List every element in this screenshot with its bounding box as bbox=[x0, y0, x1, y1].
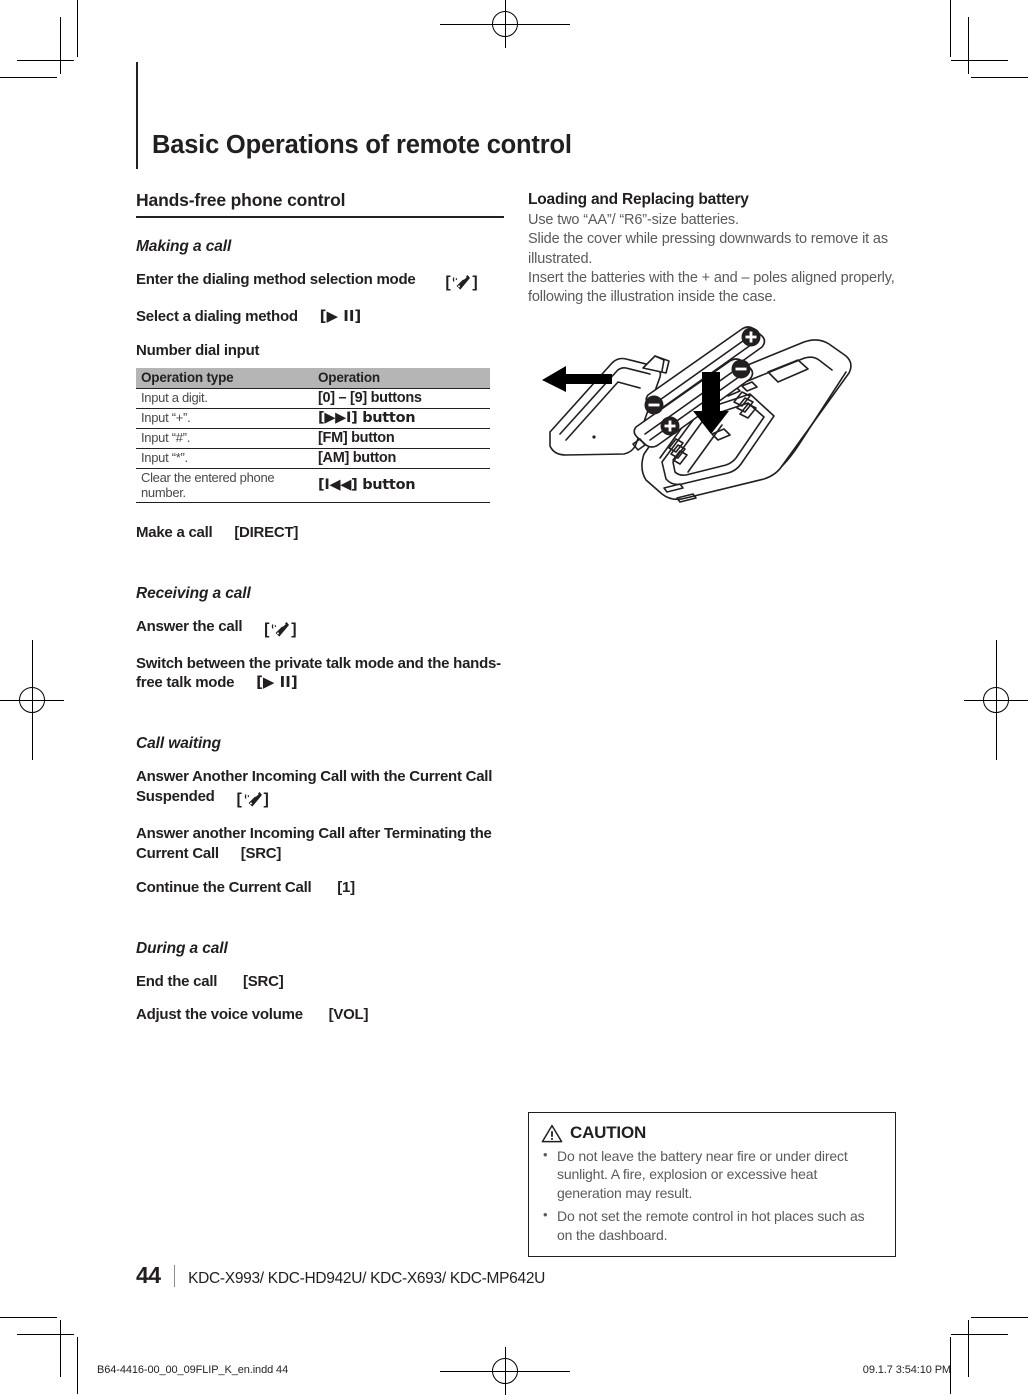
step-text: End the call bbox=[136, 972, 218, 990]
cell-operation-type: Clear the entered phone number. bbox=[136, 468, 313, 502]
step-text: Switch between the private talk mode and the hands-free talk mode bbox=[136, 654, 501, 692]
number-dial-input-table bbox=[136, 368, 490, 503]
step-answer-the-call bbox=[136, 617, 504, 640]
step-text: Enter the dialing method selection mode bbox=[136, 271, 416, 288]
page-footer bbox=[136, 1262, 545, 1289]
step-switch-talk-mode bbox=[136, 654, 504, 694]
step-text: Continue the Current Call bbox=[136, 878, 312, 896]
step-text: Answer another Incoming Call after Terminating the Current Call bbox=[136, 825, 492, 862]
key-vol: [VOL] bbox=[328, 1006, 369, 1024]
cell-operation-type: Input “+”. bbox=[136, 408, 313, 428]
key-src: [SRC] bbox=[240, 844, 282, 862]
cell-operation: [▶▶I] button bbox=[313, 408, 490, 428]
page-number: 44 bbox=[136, 1262, 161, 1288]
subheading-call-waiting: Call waiting bbox=[136, 735, 221, 753]
table-header-row bbox=[136, 368, 490, 389]
step-adjust-voice-volume bbox=[136, 1005, 504, 1025]
step-text: Make a call bbox=[136, 523, 213, 541]
cell-operation: [I◀◀] button bbox=[313, 468, 490, 502]
cell-operation-type: Input “#”. bbox=[136, 428, 313, 448]
remote-control-battery-diagram bbox=[536, 306, 896, 516]
caution-label: CAUTION bbox=[570, 1123, 647, 1142]
cell-operation-type: Input a digit. bbox=[136, 388, 313, 408]
title-rule bbox=[136, 62, 138, 169]
caution-item: • Do not leave the battery near fire or under direct sunlight. A fire, explosion or excessive heat generation may result. bbox=[541, 1147, 883, 1202]
production-filename: B64-4416-00_00_09FLIP_K_en.indd 44 bbox=[97, 1364, 289, 1376]
cell-operation-type: Input “*”. bbox=[136, 448, 313, 468]
phone-icon: [ ] bbox=[264, 620, 297, 638]
column-header-operation: Operation bbox=[313, 368, 490, 389]
table-row bbox=[136, 428, 490, 448]
step-end-the-call bbox=[136, 972, 504, 992]
table-row bbox=[136, 448, 490, 468]
battery-terminal-plus-1 bbox=[742, 328, 761, 347]
production-timestamp: 09.1.7 3:54:10 PM bbox=[862, 1364, 951, 1376]
battery-terminal-minus-2 bbox=[732, 360, 751, 379]
step-text: Adjust the voice volume bbox=[136, 1006, 303, 1024]
table-caption-number-dial-input: Number dial input bbox=[136, 341, 260, 359]
step-answer-with-current-suspended bbox=[136, 767, 504, 810]
cell-operation: [AM] button bbox=[313, 448, 490, 468]
step-text: Answer the call bbox=[136, 617, 243, 635]
subheading-receiving-a-call: Receiving a call bbox=[136, 584, 251, 602]
section-heading-loading-battery: Loading and Replacing battery bbox=[528, 191, 749, 208]
key-play-pause: [▶ II] bbox=[319, 307, 362, 326]
cell-operation: [FM] button bbox=[313, 428, 490, 448]
warning-triangle-icon bbox=[541, 1124, 563, 1143]
right-column bbox=[528, 190, 896, 308]
cell-operation: [0] – [9] buttons bbox=[313, 388, 490, 408]
battery-paragraph-1: Use two “AA”/ “R6”-size batteries. bbox=[528, 211, 739, 228]
page-title: Basic Operations of remote control bbox=[152, 131, 572, 159]
key-src: [SRC] bbox=[243, 972, 284, 990]
step-answer-after-terminating bbox=[136, 824, 504, 864]
footer-divider bbox=[174, 1265, 176, 1287]
key-play-pause: [▶ II] bbox=[256, 673, 298, 692]
battery-paragraph-3: Insert the batteries with the + and – poles aligned properly, following the illustration inside the case. bbox=[528, 270, 895, 306]
battery-paragraph-2: Slide the cover while pressing downwards to remove it as illustrated. bbox=[528, 231, 888, 267]
step-text: Select a dialing method bbox=[136, 308, 298, 326]
phone-icon: [ ] bbox=[236, 791, 269, 808]
column-header-operation-type: Operation type bbox=[136, 368, 313, 389]
caution-item: • Do not set the remote control in hot places such as on the dashboard. bbox=[541, 1207, 883, 1244]
table-row bbox=[136, 388, 490, 408]
caution-box bbox=[528, 1112, 896, 1257]
subheading-making-a-call: Making a call bbox=[136, 238, 232, 255]
step-select-dialing-method bbox=[136, 307, 504, 327]
table-row bbox=[136, 468, 490, 502]
step-enter-dialing-mode bbox=[136, 270, 504, 293]
step-make-a-call bbox=[136, 523, 504, 543]
model-list: KDC-X993/ KDC-HD942U/ KDC-X693/ KDC-MP642U bbox=[188, 1270, 546, 1287]
left-column bbox=[136, 190, 504, 1025]
subheading-during-a-call: During a call bbox=[136, 939, 228, 957]
key-one: [1] bbox=[337, 878, 355, 896]
step-text: Answer Another Incoming Call with the Current Call Suspended bbox=[136, 768, 493, 805]
step-continue-current-call bbox=[136, 878, 504, 898]
key-direct: [DIRECT] bbox=[234, 523, 299, 541]
section-heading-handsfree: Hands-free phone control bbox=[136, 190, 504, 218]
battery-terminal-minus-1 bbox=[645, 396, 664, 415]
phone-icon: [ ] bbox=[445, 274, 478, 291]
battery-terminal-plus-2 bbox=[661, 417, 680, 436]
table-row bbox=[136, 408, 490, 428]
